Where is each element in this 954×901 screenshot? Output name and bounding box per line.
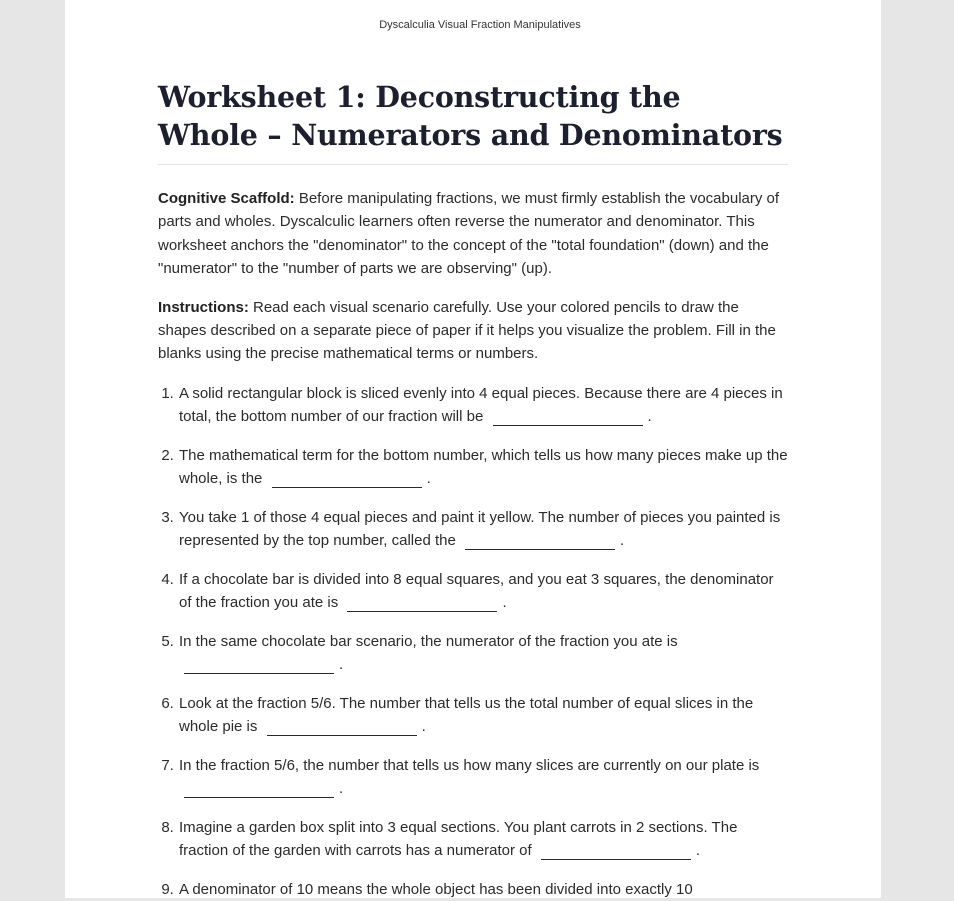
question-item-6 [178,692,788,739]
question-end: . [502,594,507,612]
question-end: . [620,532,625,550]
running-header: Dyscalculia Visual Fraction Manipulatives [379,19,581,31]
answer-blank[interactable] [347,595,497,612]
instructions-text: Read each visual scenario carefully. Use your colored pencils to draw the shapes described on a separate piece of paper if it helps you visualize the problem. Fill in the blanks using the precise mathematical terms or numbers. [158,298,776,363]
question-end: . [647,408,652,426]
instructions-label: Instructions: [158,298,249,316]
answer-blank[interactable] [272,471,422,488]
question-end: . [339,780,344,798]
question-text: If a chocolate bar is divided into 8 equal squares, and you eat 3 squares, the denominator of the fraction you ate is [179,570,774,612]
question-list [158,382,788,898]
question-text: The mathematical term for the bottom number, which tells us how many pieces make up the whole, is the [179,446,788,488]
answer-blank[interactable] [465,533,615,550]
scaffold-text: Before manipulating fractions, we must firmly establish the vocabulary of parts and wholes. Dyscalculic learners often reverse the numerator and denominator. This worksheet anchors the "denominator" to the concept of the "total foundation" (down) and the "numerator" to the "number of parts we are observing" (up). [158,190,780,278]
question-item-9 [178,878,788,898]
question-text: In the fraction 5/6, the number that tells us how many slices are currently on our plate is [179,756,760,774]
question-text: Imagine a garden box split into 3 equal sections. You plant carrots in 2 sections. The fraction of the garden with carrots has a numerator of [179,818,738,860]
question-item-8 [178,816,788,863]
question-text: You take 1 of those 4 equal pieces and paint it yellow. The number of pieces you painted is represented by the top number, called the [179,508,781,550]
answer-blank[interactable] [184,657,334,674]
question-end: . [426,470,431,488]
question-end: . [695,842,701,860]
answer-blank[interactable] [184,781,334,798]
page-title: Worksheet 1: Deconstructing the Whole – Numerators and Denominators [158,78,788,165]
answer-blank[interactable] [541,843,691,860]
question-item-3 [178,506,788,553]
scaffold-label: Cognitive Scaffold: [158,190,295,207]
question-item-1 [178,382,788,429]
answer-blank[interactable] [493,409,643,426]
question-text: A denominator of 10 means the whole object has been divided into exactly 10 [179,880,693,898]
question-end: . [421,718,426,736]
answer-blank[interactable] [267,719,417,736]
question-item-7 [178,754,788,801]
question-text: Look at the fraction 5/6. The number that tells us the total number of equal slices in the whole pie is [179,694,754,736]
worksheet-page [65,0,881,898]
question-item-4 [178,568,788,615]
question-item-2 [178,444,788,491]
page-content [158,78,788,898]
question-item-5 [178,630,788,677]
instructions-paragraph [158,296,788,366]
question-end: . [339,656,344,674]
cognitive-scaffold-paragraph [158,187,788,281]
question-text: A solid rectangular block is sliced evenly into 4 equal pieces. Because there are 4 pieces in total, the bottom number of our fraction will be [179,384,783,426]
question-text: In the same chocolate bar scenario, the numerator of the fraction you ate is [179,632,678,650]
